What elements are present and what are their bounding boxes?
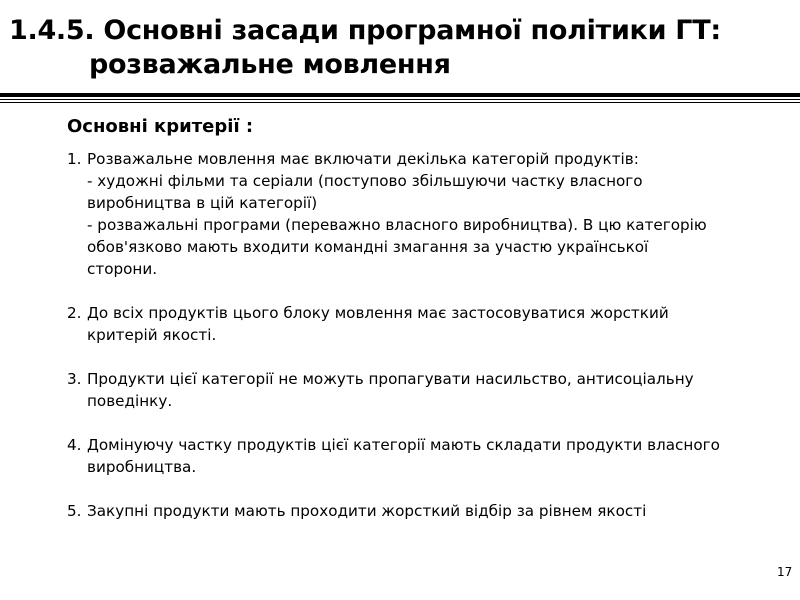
criteria-item-2 (67, 302, 767, 346)
item-text-line: Продукти цієї категорії не можуть пропагувати насильство, антисоціальну (87, 370, 694, 388)
item-text-line: Домінуючу частку продуктів цієї категорії мають складати продукти власного (87, 436, 720, 454)
item-text-line: виробництва. (87, 458, 197, 476)
criteria-item-3 (67, 368, 767, 412)
slide-body (67, 114, 767, 522)
item-number: 1. (67, 150, 82, 168)
item-text-line: поведінку. (87, 392, 173, 410)
item-number: 3. (67, 370, 82, 388)
item-text-line: виробництва в цій категорії) (87, 194, 318, 212)
item-text-line: сторони. (87, 260, 158, 278)
page-number: 17 (777, 565, 793, 579)
item-text-line: Закупні продукти мають проходити жорсткий відбір за рівнем якості (87, 502, 647, 520)
item-number: 4. (67, 436, 82, 454)
title-line-2: розважальне мовлення (89, 49, 451, 80)
title-divider-thin-2 (0, 102, 800, 103)
criteria-heading: Основні критерії : (67, 116, 254, 137)
title-line-1: 1.4.5. Основні засади програмної політики ГТ: (9, 15, 721, 46)
slide-title (9, 14, 794, 82)
item-text-line: - художні фільми та серіали (поступово збільшуючи частку власного (87, 172, 643, 190)
criteria-item-4 (67, 434, 767, 478)
criteria-item-5 (67, 500, 767, 522)
title-divider-thin-1 (0, 99, 800, 100)
item-number: 5. (67, 502, 82, 520)
title-divider-thick (0, 93, 800, 97)
criteria-list (67, 148, 767, 522)
item-text-line: Розважальне мовлення має включати декілька категорій продуктів: (87, 150, 639, 168)
item-text-line: обов'язково мають входити командні змагання за участю української (87, 238, 649, 256)
criteria-item-1 (67, 148, 767, 280)
item-text-line: критерій якості. (87, 326, 217, 344)
item-number: 2. (67, 304, 82, 322)
item-text-line: - розважальні програми (переважно власного виробництва). В цю категорію (87, 216, 707, 234)
item-text-line: До всіх продуктів цього блоку мовлення має застосовуватися жорсткий (87, 304, 669, 322)
